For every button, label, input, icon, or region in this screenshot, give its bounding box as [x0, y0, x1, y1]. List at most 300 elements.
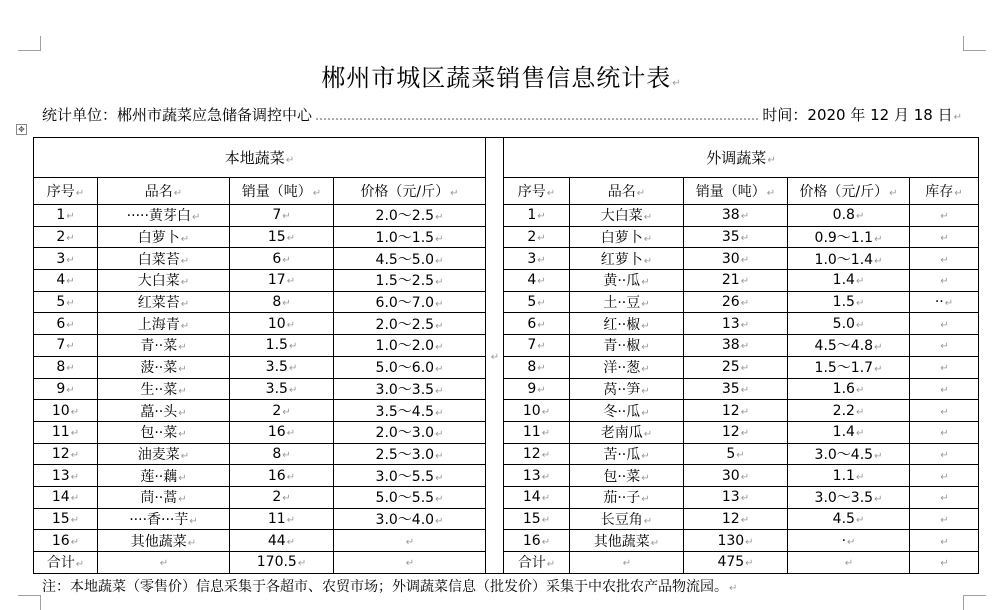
- seq-cell: [504, 205, 570, 227]
- name-cell: [570, 356, 684, 378]
- stock-cell-text: [939, 533, 948, 549]
- column-header-row: [34, 178, 979, 205]
- table-row: [34, 205, 979, 227]
- price-cell-text: 1.1 ↵: [833, 468, 865, 484]
- volume-cell: [684, 486, 788, 508]
- volume-cell: [230, 400, 334, 422]
- price-cell-text: 1.0～1.5 ↵: [376, 230, 444, 246]
- name-cell: [98, 486, 230, 508]
- price-cell: [788, 508, 910, 530]
- volume-cell: [230, 421, 334, 443]
- name-cell-text: 菠··菜 ↵: [140, 360, 186, 376]
- volume-cell-text: 13 ↵: [722, 316, 749, 332]
- volume-cell: [230, 291, 334, 313]
- page-title: [0, 58, 1003, 93]
- name-cell-text: 苦··瓜 ↵: [603, 447, 649, 463]
- name-cell-text: 红菜苔 ↵: [138, 295, 189, 311]
- volume-cell: [684, 443, 788, 465]
- stock-cell: [910, 205, 979, 227]
- price-cell: [788, 552, 910, 574]
- table-row: [34, 356, 979, 378]
- column-header: [34, 178, 98, 205]
- seq-cell: [504, 400, 570, 422]
- name-cell: [98, 508, 230, 530]
- price-cell-text: 1.4 ↵: [833, 272, 865, 288]
- seq-cell-text: 8 ↵: [527, 359, 545, 375]
- seq-cell-text: 1 ↵: [56, 207, 74, 223]
- name-cell: [570, 421, 684, 443]
- name-cell: [98, 356, 230, 378]
- seq-cell-text: 11 ↵: [52, 424, 79, 440]
- price-cell-text: 5.0 ↵: [833, 316, 865, 332]
- name-cell-text: 白萝卜 ↵: [601, 230, 652, 246]
- name-cell: [570, 443, 684, 465]
- name-cell: [98, 335, 230, 357]
- volume-cell: [230, 226, 334, 248]
- column-header: [684, 178, 788, 205]
- name-cell: [98, 378, 230, 400]
- seq-cell: [504, 270, 570, 292]
- volume-cell-text: 10 ↵: [268, 316, 295, 332]
- stock-cell-text: [939, 272, 948, 288]
- seq-cell: [504, 530, 570, 552]
- name-cell: [570, 270, 684, 292]
- seq-cell-text: 1 ↵: [527, 207, 545, 223]
- price-cell-text: 1.0～2.0 ↵: [376, 338, 444, 354]
- stock-cell-text: [939, 207, 948, 223]
- volume-cell-text: 475 ↵: [717, 554, 753, 570]
- volume-cell: [684, 270, 788, 292]
- seq-cell: [34, 205, 98, 227]
- price-cell-text: 2.2 ↵: [833, 403, 865, 419]
- stock-cell-text: [939, 554, 948, 570]
- volume-cell: [684, 356, 788, 378]
- name-cell-text: 生··菜 ↵: [140, 382, 186, 398]
- price-cell-text: 3.0～4.0 ↵: [376, 512, 444, 528]
- column-header-text: 品名 ↵: [608, 184, 645, 200]
- price-cell: [334, 226, 486, 248]
- name-cell-text: 茄··子 ↵: [603, 490, 649, 506]
- table-row: [34, 248, 979, 270]
- footnote: [42, 576, 737, 596]
- price-cell: [788, 248, 910, 270]
- volume-cell: [684, 530, 788, 552]
- stock-cell: [910, 421, 979, 443]
- column-header-text: 品名 ↵: [145, 184, 182, 200]
- price-cell: [788, 378, 910, 400]
- volume-cell-text: 2 ↵: [272, 403, 290, 419]
- price-cell-text: 5.0～6.0 ↵: [376, 360, 444, 376]
- name-cell-text: [622, 554, 631, 570]
- seq-cell: [34, 291, 98, 313]
- volume-cell: [230, 335, 334, 357]
- name-cell: [98, 443, 230, 465]
- total-row: [34, 552, 979, 574]
- volume-cell-text: 130 ↵: [717, 533, 753, 549]
- price-cell-text: 4.5～5.0 ↵: [376, 252, 444, 268]
- name-cell-text: 黄··瓜 ↵: [603, 273, 649, 289]
- seq-cell: [504, 378, 570, 400]
- price-cell-text: 2.5～3.0 ↵: [376, 447, 444, 463]
- column-header: [910, 178, 979, 205]
- seq-cell-text: 9 ↵: [56, 381, 74, 397]
- column-header: [230, 178, 334, 205]
- price-cell: [334, 400, 486, 422]
- price-cell-text: 3.5～4.5 ↵: [376, 404, 444, 420]
- seq-cell: [504, 465, 570, 487]
- stock-cell: [910, 313, 979, 335]
- seq-cell: [504, 421, 570, 443]
- name-cell-text: ····香···芋 ↵: [129, 512, 198, 528]
- seq-cell: [34, 313, 98, 335]
- name-cell-text: 其他蔬菜 ↵: [131, 534, 196, 550]
- price-cell-text: 0.8 ↵: [833, 207, 865, 223]
- name-cell-text: 包··菜 ↵: [140, 425, 186, 441]
- price-cell-text: 1.6 ↵: [833, 381, 865, 397]
- name-cell-text: 大白菜 ↵: [601, 208, 652, 224]
- price-cell-text: [844, 554, 853, 570]
- name-cell: [570, 335, 684, 357]
- volume-cell: [684, 508, 788, 530]
- stock-cell: [910, 443, 979, 465]
- volume-cell: [684, 552, 788, 574]
- seq-cell-text: 16 ↵: [523, 533, 550, 549]
- name-cell-text: 藠··头 ↵: [140, 404, 186, 420]
- seq-cell: [504, 335, 570, 357]
- seq-cell-text: 12 ↵: [52, 446, 79, 462]
- name-cell: [570, 508, 684, 530]
- name-cell-text: ·····黄芽白 ↵: [127, 208, 201, 224]
- volume-cell-text: 8 ↵: [272, 294, 290, 310]
- price-cell-text: 6.0～7.0 ↵: [376, 295, 444, 311]
- seq-cell-text: 8 ↵: [56, 359, 74, 375]
- seq-cell-text: 7 ↵: [527, 337, 545, 353]
- name-cell-text: 包··菜 ↵: [603, 469, 649, 485]
- seq-cell: [34, 248, 98, 270]
- price-cell: [788, 291, 910, 313]
- name-cell: [98, 421, 230, 443]
- volume-cell: [684, 378, 788, 400]
- seq-cell-text: 15 ↵: [52, 511, 79, 527]
- price-cell: [334, 356, 486, 378]
- unit-label: 统计单位：郴州市蔬菜应急储备调控中心: [42, 106, 313, 124]
- seq-cell-text: 4 ↵: [56, 272, 74, 288]
- external-section-heading: [504, 138, 979, 178]
- price-cell: [788, 226, 910, 248]
- seq-cell: [504, 291, 570, 313]
- name-cell-text: 老南瓜 ↵: [601, 425, 652, 441]
- stock-cell: [910, 530, 979, 552]
- price-cell-text: 1.0～1.4 ↵: [815, 252, 883, 268]
- seq-cell-text: 6 ↵: [527, 316, 545, 332]
- price-cell: [334, 508, 486, 530]
- table-row: [34, 378, 979, 400]
- price-cell: [334, 248, 486, 270]
- stock-cell: [910, 465, 979, 487]
- name-cell-text: 其他蔬菜 ↵: [594, 534, 659, 550]
- stock-cell: [910, 356, 979, 378]
- seq-cell-text: 11 ↵: [523, 424, 550, 440]
- stock-cell: [910, 486, 979, 508]
- price-cell: [334, 313, 486, 335]
- volume-cell-text: 170.5 ↵: [257, 554, 306, 570]
- table-row: [34, 508, 979, 530]
- volume-cell: [684, 226, 788, 248]
- total-label: [34, 552, 98, 574]
- dot-leader: [316, 104, 758, 120]
- price-cell: [788, 313, 910, 335]
- name-cell: [98, 530, 230, 552]
- seq-cell-text: 10 ↵: [52, 403, 79, 419]
- seq-cell-text: 2 ↵: [56, 229, 74, 245]
- price-cell: [334, 486, 486, 508]
- name-cell-text: 土··豆 ↵: [603, 295, 649, 311]
- seq-cell-text: 14 ↵: [52, 489, 79, 505]
- stock-cell-text: [939, 489, 948, 505]
- seq-cell: [34, 356, 98, 378]
- volume-cell-text: 3.5 ↵: [266, 359, 298, 375]
- stock-cell-text: [939, 424, 948, 440]
- name-cell: [570, 400, 684, 422]
- local-section-heading: [34, 138, 486, 178]
- volume-cell: [230, 508, 334, 530]
- volume-cell: [684, 400, 788, 422]
- price-cell: [334, 205, 486, 227]
- stock-cell-text: [939, 359, 948, 375]
- volume-cell: [684, 421, 788, 443]
- volume-cell-text: 35 ↵: [722, 229, 749, 245]
- price-cell: [334, 465, 486, 487]
- volume-cell: [230, 552, 334, 574]
- volume-cell-text: 6 ↵: [272, 251, 290, 267]
- price-cell-text: [405, 533, 414, 549]
- volume-cell-text: 21 ↵: [722, 272, 749, 288]
- price-cell-text: 2.0～3.0 ↵: [376, 425, 444, 441]
- seq-cell: [34, 226, 98, 248]
- stock-cell: [910, 508, 979, 530]
- table-row: [34, 313, 979, 335]
- stock-cell-text: [939, 403, 948, 419]
- price-cell-text: 0.9～1.1 ↵: [815, 230, 883, 246]
- subtitle-line: [42, 104, 962, 125]
- seq-cell: [34, 486, 98, 508]
- spacer-cell-text: [490, 346, 499, 364]
- seq-cell: [504, 508, 570, 530]
- name-cell: [98, 400, 230, 422]
- price-cell: [788, 465, 910, 487]
- volume-cell-text: 15 ↵: [268, 229, 295, 245]
- seq-cell-text: 13 ↵: [52, 468, 79, 484]
- table-row: [34, 421, 979, 443]
- price-cell-text: 3.0～3.5 ↵: [376, 382, 444, 398]
- name-cell: [98, 205, 230, 227]
- price-cell-text: 3.0～3.5 ↵: [815, 490, 883, 506]
- volume-cell-text: 26 ↵: [722, 294, 749, 310]
- volume-cell: [684, 335, 788, 357]
- column-header: [504, 178, 570, 205]
- volume-cell: [684, 291, 788, 313]
- name-cell-text: 油麦菜 ↵: [138, 447, 189, 463]
- volume-cell: [230, 270, 334, 292]
- stock-cell-text: [939, 251, 948, 267]
- price-cell: [788, 205, 910, 227]
- seq-cell: [34, 530, 98, 552]
- name-cell-text: 大白菜 ↵: [138, 273, 189, 289]
- total-label-text: 合计 ↵: [518, 555, 555, 571]
- price-cell: [334, 552, 486, 574]
- seq-cell-text: 3 ↵: [56, 251, 74, 267]
- title-text: 郴州市城区蔬菜销售信息统计表 ↵: [321, 64, 681, 92]
- seq-cell-text: 6 ↵: [56, 316, 74, 332]
- price-cell: [788, 356, 910, 378]
- local-section-heading-text: 本地蔬菜 ↵: [225, 149, 294, 167]
- volume-cell: [230, 530, 334, 552]
- name-cell: [570, 205, 684, 227]
- price-cell: [334, 421, 486, 443]
- name-cell-text: 白菜苔 ↵: [138, 252, 189, 268]
- stock-cell-text: [939, 381, 948, 397]
- price-cell-text: 3.0～5.5 ↵: [376, 469, 444, 485]
- volume-cell: [230, 486, 334, 508]
- volume-cell-text: 8 ↵: [272, 446, 290, 462]
- name-cell: [570, 313, 684, 335]
- table-row: [34, 443, 979, 465]
- volume-cell-text: 13 ↵: [722, 489, 749, 505]
- price-cell: [788, 486, 910, 508]
- column-header-text: 序号 ↵: [47, 184, 84, 200]
- table-row: [34, 291, 979, 313]
- price-cell: [788, 270, 910, 292]
- name-cell-text: 红··椒 ↵: [603, 317, 649, 333]
- name-cell-text: 上海青 ↵: [138, 317, 189, 333]
- stock-cell-text: [939, 468, 948, 484]
- name-cell: [570, 291, 684, 313]
- volume-cell-text: 5 ↵: [726, 446, 744, 462]
- price-cell: [788, 421, 910, 443]
- price-cell: [788, 335, 910, 357]
- name-cell-text: 冬··瓜 ↵: [603, 404, 649, 420]
- volume-cell-text: 1.5 ↵: [266, 337, 298, 353]
- price-cell: [334, 291, 486, 313]
- table-row: [34, 465, 979, 487]
- name-cell-text: 青··菜 ↵: [140, 338, 186, 354]
- name-cell-text: 茼··蒿 ↵: [140, 490, 186, 506]
- column-header-text: 价格（元/斤） ↵: [360, 184, 458, 200]
- seq-cell-text: 10 ↵: [523, 403, 550, 419]
- price-cell-text: 5.0～5.5 ↵: [376, 490, 444, 506]
- name-cell-text: [159, 554, 168, 570]
- date-label: 时间：2020 年 12 月 18 日 ↵: [762, 104, 962, 125]
- external-section-heading-text: 外调蔬菜 ↵: [706, 149, 775, 167]
- price-cell-text: 1.4 ↵: [833, 424, 865, 440]
- volume-cell-text: 2 ↵: [272, 489, 290, 505]
- seq-cell: [34, 421, 98, 443]
- seq-cell-text: 12 ↵: [523, 446, 550, 462]
- name-cell-text: 洋··葱 ↵: [603, 360, 649, 376]
- volume-cell-text: 12 ↵: [722, 424, 749, 440]
- stock-cell: [910, 552, 979, 574]
- seq-cell: [34, 400, 98, 422]
- seq-cell: [34, 270, 98, 292]
- name-cell-text: 红萝卜 ↵: [601, 252, 652, 268]
- volume-cell: [230, 205, 334, 227]
- seq-cell: [504, 248, 570, 270]
- volume-cell-text: 30 ↵: [722, 251, 749, 267]
- total-label-text: 合计 ↵: [47, 555, 84, 571]
- name-cell-text: 青··椒 ↵: [603, 338, 649, 354]
- name-cell: [98, 270, 230, 292]
- seq-cell-text: 14 ↵: [523, 489, 550, 505]
- table-row: [34, 270, 979, 292]
- seq-cell-text: 7 ↵: [56, 337, 74, 353]
- stock-cell-text: [939, 337, 948, 353]
- name-cell: [570, 226, 684, 248]
- volume-cell-text: 16 ↵: [268, 424, 295, 440]
- volume-cell: [684, 313, 788, 335]
- name-cell: [98, 313, 230, 335]
- spacer-cell: [486, 138, 504, 574]
- table-move-handle-icon[interactable]: ✥: [16, 124, 27, 135]
- name-cell: [98, 226, 230, 248]
- volume-cell: [230, 356, 334, 378]
- column-header: [788, 178, 910, 205]
- stock-cell-text: [939, 316, 948, 332]
- column-header-text: 库存 ↵: [925, 184, 962, 200]
- volume-cell-text: 3.5 ↵: [266, 381, 298, 397]
- stock-cell-text: [939, 446, 948, 462]
- total-label: [504, 552, 570, 574]
- volume-cell: [230, 465, 334, 487]
- volume-cell-text: 44 ↵: [268, 533, 295, 549]
- stock-cell-text: [939, 229, 948, 245]
- volume-cell: [230, 248, 334, 270]
- volume-cell: [684, 205, 788, 227]
- seq-cell: [504, 443, 570, 465]
- stock-cell: [910, 291, 979, 313]
- seq-cell: [34, 335, 98, 357]
- volume-cell-text: 35 ↵: [722, 381, 749, 397]
- price-cell: [788, 530, 910, 552]
- name-cell: [98, 465, 230, 487]
- stock-cell: [910, 378, 979, 400]
- vegetable-sales-table: [33, 137, 979, 574]
- seq-cell-text: 3 ↵: [527, 251, 545, 267]
- table-row: [34, 400, 979, 422]
- stock-cell: [910, 400, 979, 422]
- name-cell: [570, 530, 684, 552]
- stock-cell: [910, 248, 979, 270]
- price-cell: [788, 443, 910, 465]
- name-cell-text: 莲··藕 ↵: [140, 469, 186, 485]
- seq-cell-text: 9 ↵: [527, 381, 545, 397]
- price-cell: [788, 400, 910, 422]
- seq-cell: [34, 378, 98, 400]
- name-cell: [98, 291, 230, 313]
- column-header-text: 销量（吨） ↵: [696, 184, 775, 200]
- price-cell: [334, 530, 486, 552]
- seq-cell-text: 16 ↵: [52, 533, 79, 549]
- volume-cell-text: 25 ↵: [722, 359, 749, 375]
- margin-corner-mark: [963, 36, 986, 51]
- price-cell-text: 3.0～4.5 ↵: [815, 447, 883, 463]
- price-cell: [334, 270, 486, 292]
- name-cell: [98, 552, 230, 574]
- price-cell-text: 1.5～2.5 ↵: [376, 273, 444, 289]
- volume-cell-text: 30 ↵: [722, 468, 749, 484]
- name-cell: [570, 552, 684, 574]
- margin-corner-mark: [18, 595, 41, 610]
- price-cell-text: 2.0～2.5 ↵: [376, 317, 444, 333]
